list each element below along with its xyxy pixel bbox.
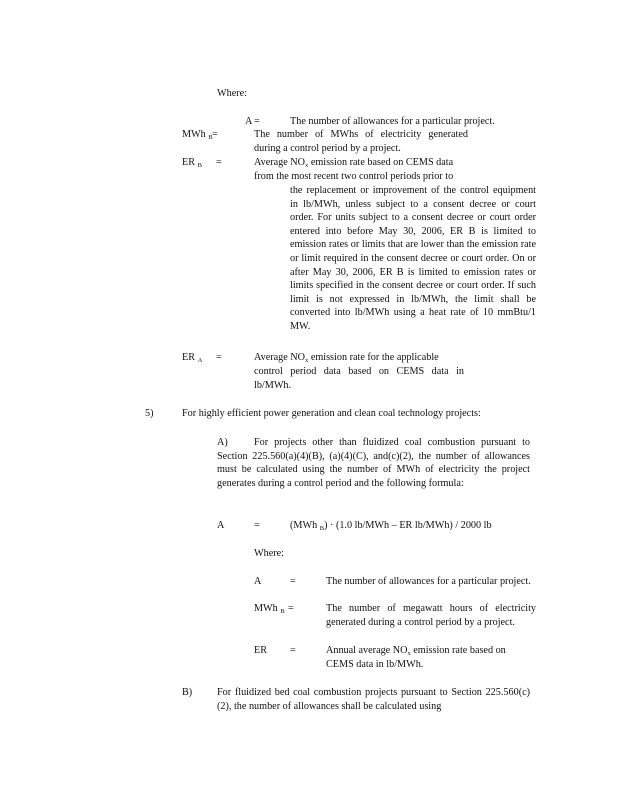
def2-mwh-symbol: MWh $_B$ — [254, 603, 285, 615]
def2-mwh-equals: = — [288, 603, 294, 614]
def2-er-line1: Annual average $NO_x$ emission rate based on — [326, 645, 506, 657]
def2-a-symbol: A — [254, 576, 262, 587]
subB-label: B) — [182, 687, 193, 698]
def2-a-equals: = — [290, 576, 296, 587]
subA-label: A) — [217, 437, 228, 448]
def2-er-text: CEMS data in lb/MWh. — [326, 659, 424, 670]
def-era-equals: = — [216, 352, 222, 363]
where-label: Where: — [217, 88, 247, 99]
subA-text: For projects other than fluidized coal combustion pursuant to Section 225.560(a)(4)(B), (a)(4)(C), and(c)(2), the number of allowances must be calculated using the number of MWh of electricity the project generates during a control period and the following formula: — [217, 437, 530, 489]
def-mwh-text: The number of MWhs of electricity generated during a control period by a project. — [254, 129, 468, 154]
def-a-equals: = — [254, 116, 260, 127]
def-erb-line1: Average $NO_x$ emission rate based on CEMS data — [254, 157, 454, 169]
def-erb-body: the replacement or improvement of the control equipment in lb/MWh, unless subject to a consent decree or court order. For units subject to a consent decree or court order entered into before May 30, 2006, ER B is limited to emission rates or limits that are lower than the emission rate or limit required in the consent decree or court order. On or after May 30, 2006, ER B is limited to emission rates or limits specified in the consent decree or court order. If such limit is not expressed in lb/MWh, the limit shall be converted into lb/MWh using a heat rate of 10 mmBtu/1 MW. — [290, 185, 536, 332]
def-mwh-symbol: MWh $_B$ — [182, 129, 213, 141]
def-a-text: The number of allowances for a particular project. — [290, 116, 495, 127]
def-mwh-equals: = — [212, 129, 218, 140]
subB-text: For fluidized bed coal combustion projects pursuant to Section 225.560(c)(2), the number of allowances shall be calculated using — [217, 687, 530, 712]
formula-equals: = — [254, 520, 260, 531]
def2-er-equals: = — [290, 645, 296, 656]
formula-rhs: (MWh $_B$) · (1.0 lb/MWh – ER lb/MWh) / 2000 lb — [290, 520, 492, 532]
def2-a-text: The number of allowances for a particular project. — [326, 576, 531, 587]
formula-lhs: A — [217, 520, 225, 531]
item5-heading: For highly efficient power generation and clean coal technology projects: — [182, 408, 481, 419]
item5-number: 5) — [145, 408, 154, 419]
def-erb-equals: = — [216, 157, 222, 168]
def-era-symbol: ER $_A$ — [182, 352, 203, 364]
def-erb-line2: from the most recent two control periods prior to — [254, 171, 454, 182]
def2-er-symbol: ER — [254, 645, 268, 656]
def-era-body: control period data based on CEMS data in lb/MWh. — [254, 366, 464, 391]
def-erb-symbol: ER $_B$ — [182, 157, 202, 169]
def-era-line1: Average $NO_x$ emission rate for the applicable — [254, 352, 439, 364]
def-a-symbol: A — [245, 116, 253, 127]
where2-label: Where: — [254, 548, 284, 559]
def2-mwh-text: The number of megawatt hours of electricity generated during a control period by a project. — [326, 603, 536, 628]
